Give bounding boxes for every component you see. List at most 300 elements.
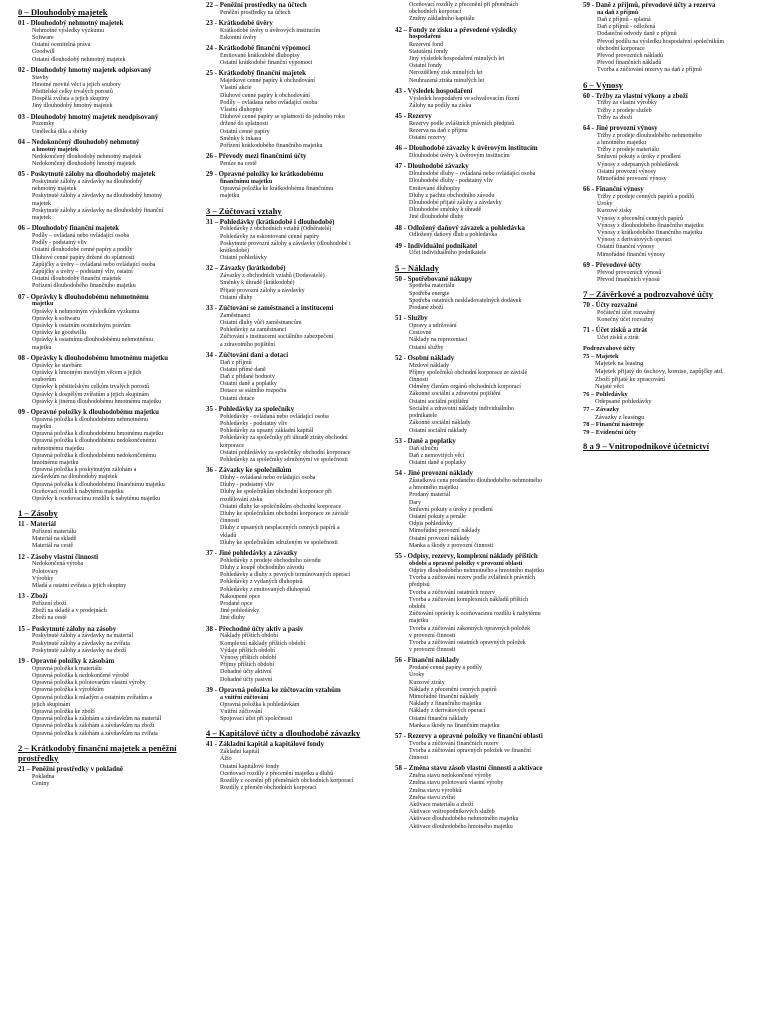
account-group-heading: 70 - Účty rozvažné: [583, 302, 638, 310]
account-item: Materiál na skladě: [32, 536, 77, 543]
account-item: Výnosy příštích období: [220, 654, 277, 661]
account-item: Oceňovací rozdíly z přecenění při přeměnách: [409, 2, 519, 8]
account-item: Dluhy ke společníkům obchodní korporace při: [220, 489, 332, 496]
account-item: Náklady na reprezentaci: [409, 337, 468, 344]
account-item: Ostatní ocenitelná práva: [32, 42, 91, 49]
account-item: Sociální a zdravotní náklady individuálního: [409, 405, 514, 412]
account-item: Pořízení dlouhodobého finančního majetku: [32, 283, 136, 290]
account-group: [18, 409, 194, 503]
account-item: Poskytnuté zálohy a závdavky na dlouhodobý finanční: [32, 207, 164, 214]
account-group: [206, 741, 386, 792]
account-item: Goodwill: [32, 49, 55, 56]
account-group: [18, 766, 194, 788]
account-item: Opravná položka k dlouhodobému nedokončenému: [32, 438, 156, 445]
account-item: Pohledávky z emitovaných dluhopisů: [220, 586, 311, 593]
account-item: Zaměstnanci: [220, 312, 251, 319]
account-item: Změna stavu zvířat: [409, 794, 455, 801]
account-item: Eskontní úvěry: [220, 35, 257, 41]
account-group: [206, 305, 386, 349]
account-item: Daň silniční: [409, 445, 439, 452]
account-group-heading-continued: na daň z příjmů: [597, 9, 639, 16]
account-item: Účet individuálního podnikatele: [409, 250, 487, 257]
account-group: [206, 20, 386, 42]
account-group-heading: 53 - Daně a poplatky: [395, 437, 456, 445]
account-item: Prodané cenné papíry a podíly: [409, 665, 482, 672]
account-group-heading: 35 - Pohledávky za společníky: [206, 405, 295, 413]
account-item: Výnosy z dlouhodobého finančního majetku: [597, 222, 704, 229]
account-item: Ostatní sociální pojištění: [409, 398, 469, 405]
account-group: [18, 554, 194, 591]
account-item: Základní kapitál: [220, 749, 260, 756]
column-3: [395, 2, 575, 834]
account-item: Tvorba a zúčtování zákonných opravných položek: [409, 625, 531, 632]
account-group: [395, 225, 575, 240]
account-group-heading: 52 - Osobní náklady: [395, 354, 455, 362]
account-item: Tvorba a zúčtování ostatních rezerv: [409, 589, 495, 596]
account-item: majetek: [32, 215, 51, 222]
account-item: Výrobky: [32, 575, 54, 582]
account-item: Ostatní služby: [409, 344, 444, 351]
account-item: Poskytnuté zálohy a závdavky na dlouhodobý: [32, 179, 143, 186]
account-item: Neuhrazená ztráta minulých let: [409, 77, 485, 84]
account-group: [206, 219, 386, 263]
account-group-heading: 47 - Dlouhodobé závazky: [395, 163, 469, 171]
account-group-heading: 36 - Závazky ke společníkům: [206, 467, 292, 475]
account-group: [395, 243, 575, 258]
account-item: Kurzové zisky: [597, 208, 632, 215]
account-item: Ostatní krátkodobé finanční výpomoci: [220, 60, 313, 67]
off-balance-heading: 79 – Evidenční účty: [583, 428, 637, 436]
account-item: Opravná položka k pohledávkám: [220, 701, 300, 708]
account-item: Ostatní dluhy: [220, 294, 253, 301]
account-item: Vlastní dluhopisy: [220, 107, 263, 114]
account-item: Opravy a udržování: [409, 323, 457, 330]
off-balance-heading: Podrozvahové účty: [583, 345, 635, 353]
account-group: [206, 352, 386, 403]
off-balance-heading: 78 – Finanční nástroje: [583, 421, 644, 429]
account-group-heading-continued: období a opravné položky v provozní oblasti: [409, 560, 523, 567]
account-item: Rozdíly z přeměn obchodních korporací: [220, 785, 317, 792]
account-item: Dlouhodobé dluhy - podstatný vliv: [409, 178, 493, 185]
account-item: Nehmotné výsledky výzkumu: [32, 27, 104, 34]
account-item: Prodaný materiál: [409, 492, 451, 499]
account-class-heading: 4 – Kapitálové účty a dlouhodobé závazky: [206, 728, 361, 739]
account-item: Software: [32, 35, 54, 41]
account-item: Nerozdělený zisk minulých let: [409, 70, 483, 77]
account-item: Opravná položka k zálohám a závdavkům na zvířata: [32, 730, 158, 737]
account-group: [206, 687, 386, 724]
account-item: Pohledávky za společníky sdruženými ve společnosti: [220, 456, 348, 463]
account-item: Dlouhodobé úvěry k úvěrovým institucím: [409, 153, 510, 160]
account-item: Oprávky ke goodwillu: [32, 330, 86, 337]
account-group-heading: 01 - Dlouhodobý nehmotný majetek: [18, 20, 124, 27]
account-item: Zúčtování oprávky k oceňovacímu rozdílu k nabytému: [409, 611, 541, 618]
account-item: Zúčtování s institucemi sociálního zabezpečení: [220, 334, 334, 341]
account-item: Pořízení zboží: [32, 600, 67, 607]
account-item: Převod provozních výnosů: [597, 269, 662, 276]
account-item: Příjmy příštích období: [220, 662, 274, 669]
account-item: a hmotného majetku: [597, 140, 646, 147]
account-group: [583, 125, 761, 183]
account-item: Jiný výsledek hospodaření minulých let: [409, 56, 505, 63]
account-item: Výnosy z odepsaných pohledávek: [597, 161, 679, 168]
account-group: [18, 171, 194, 222]
account-item: Mimořádné provozní výnosy: [597, 176, 667, 183]
account-item: Pořízení materiálu: [32, 528, 77, 535]
account-item: vkladů: [220, 532, 237, 539]
account-item: a zdravotního pojištění: [220, 341, 275, 348]
account-item: Polotovary: [32, 568, 59, 575]
account-item: Majetkové cenné papíry k obchodování: [220, 78, 315, 85]
account-item: Spotřeba materiálu: [409, 283, 455, 290]
account-group-heading: 56 - Finanční náklady: [395, 657, 460, 665]
account-group-heading: 08 - Oprávky k dlouhodobému hmotnému majetku: [18, 354, 169, 362]
account-item: Tržby za vlastní výrobky: [597, 100, 657, 107]
account-item: Opravná položka k materiálu: [32, 665, 102, 672]
account-item: Opravná položka k nedokončené výrobě: [32, 672, 129, 679]
account-item: Nedokončená výroba: [32, 561, 84, 568]
account-group: [395, 88, 575, 110]
account-item: krátkodobé): [220, 248, 249, 255]
account-item: souborům: [32, 377, 56, 384]
account-item: držené do splatnosti: [220, 121, 268, 128]
account-item: majetku: [32, 344, 52, 351]
account-item: Aktivace vnitropodnikových služeb: [409, 809, 495, 816]
account-item: Oprávky k dospělým zvířatům a jejich skupinám: [32, 391, 149, 398]
account-item: Ážio: [220, 756, 232, 763]
account-group: [395, 438, 575, 467]
account-item: Směnky k inkasu: [220, 135, 262, 142]
account-item: Rezervní fond: [409, 41, 444, 48]
account-item: Tvorba a zúčtování finančních rezerv: [409, 740, 499, 747]
account-item: Převod finančních výnosů: [597, 276, 660, 283]
account-item: Zboží na skladě a v prodejnách: [32, 608, 107, 615]
account-item: Ostatní provozní výnosy: [597, 168, 656, 175]
account-item: Opravná položka k dlouhodobému finančnímu majetku: [32, 481, 165, 488]
account-item: Pohledávky z vydaných dluhopisů: [220, 579, 303, 586]
account-item: nehmotnému majetku: [32, 445, 85, 452]
account-item: nehmotný majetek: [32, 186, 77, 193]
account-group-heading: 09 - Opravné položky k dlouhodobému majetku: [18, 408, 159, 416]
account-group-heading: 24 - Krátkodobé finanční výpomoci: [206, 45, 311, 53]
account-item: Dluhy - ovládaná nebo ovládající osoba: [220, 474, 316, 481]
account-item: Podíly – ovládaná nebo ovládající osoba: [32, 233, 130, 240]
account-item: Ostatní dlouhodobý nehmotný majetek: [32, 56, 126, 63]
account-item: Opravná položka k polotovarům vlastní výroby: [32, 680, 146, 687]
account-item: Přijaté provozní zálohy a závdavky: [220, 287, 305, 294]
account-item: Tvorba a zúčtování ostatních opravných položek: [409, 639, 526, 646]
account-item: Stavby: [32, 74, 49, 81]
account-group-heading: 06 – Dlouhodobý finanční majetek: [18, 225, 120, 233]
account-item: Tržby z prodeje materiálu: [597, 147, 659, 154]
account-group-heading: 43 - Výsledek hospodaření: [395, 87, 473, 95]
account-group-heading: 23 - Krátkodobé úvěry: [206, 20, 273, 27]
account-class-heading: 8 a 9 – Vnitropodnikové účetnictví: [583, 441, 709, 452]
account-item: Ostatní dluhy ke společníkům obchodní korporace: [220, 503, 342, 510]
account-group-heading: 71 - Účet zisků a ztrát: [583, 327, 648, 335]
account-item: Aktivace dlouhodobého hmotného majetku: [409, 823, 513, 830]
account-item: Dluhy z pachtu obchodního závodu: [409, 192, 495, 199]
account-item: Tvorba a zúčtování opravných položek ve finanční: [409, 748, 531, 754]
off-balance-heading: 77 – Závazky: [583, 406, 620, 414]
account-group-heading: 51 - Služby: [395, 315, 428, 323]
account-item: Dary: [409, 499, 421, 506]
account-item: Náklady z derivátových operací: [409, 708, 486, 715]
account-item: Manka a škody na finančním majetku: [409, 722, 500, 729]
account-class-heading: 5 – Náklady: [395, 262, 439, 273]
account-item: Závazky z obchodních vztahů (Dodavatelé): [220, 273, 325, 280]
account-item: hmotnému majetku: [32, 459, 79, 466]
account-item: Výnosy z přecenění cenných papírů: [597, 215, 683, 222]
account-group-heading: 69 - Převodové účty: [583, 261, 641, 269]
account-group: [206, 406, 386, 464]
account-group-heading: 48 - Odložený daňový závazek a pohledávka: [395, 224, 525, 232]
account-item: Pohledávky za zaměstnanci: [220, 327, 287, 334]
account-item: Aktivace dlouhodobého nehmotného majetku: [409, 816, 519, 823]
account-item: Náklady z přecenění cenných papírů: [409, 686, 497, 693]
account-group: [18, 294, 194, 352]
account-group-heading: 41 - Základní kapitál a kapitálové fondy: [206, 741, 324, 749]
account-item: Poskytnuté zálohy a závdavky na zboží: [32, 647, 127, 654]
account-group: [206, 2, 386, 17]
account-item: Tvorba a zúčtování rezervy na daň z příjmů: [597, 67, 702, 74]
account-item: Opravná položka k dlouhodobému nehmotnému: [32, 416, 148, 423]
account-group-heading-continued: majetku: [32, 301, 54, 308]
account-item: Zápůjčky a úvěry – ovládaná nebo ovládající osoba: [32, 261, 156, 268]
account-item: Poskytnuté zálohy a závdavky na zvířata: [32, 640, 130, 647]
account-item: Oprávky k nehmotným výsledkům výzkumu: [32, 308, 140, 315]
account-item: Manka a škody z provozní činnosti: [409, 542, 494, 549]
account-item: Dlouhodobé směnky k úhradě: [409, 207, 482, 214]
account-group-heading: 46 – Dlouhodobé závazky k úvěrovým institucím: [395, 145, 538, 153]
account-group: [206, 626, 386, 684]
account-item: Podíly - podstatný vliv: [32, 240, 87, 247]
account-item: Dospělá zvířata a jejich skupiny: [32, 96, 109, 103]
account-group-heading: 54 - Jiné provozní náklady: [395, 470, 473, 478]
column-1: [18, 2, 194, 791]
account-item: Hmotné movité věci a jejich soubory: [32, 81, 121, 88]
account-item: Odpis pohledávky: [409, 521, 453, 528]
account-item: Oprávky ke stavbám: [32, 362, 82, 369]
account-class-heading: 0 – Dlouhodobý majetek: [18, 7, 108, 17]
account-item: Pozemky: [32, 121, 55, 128]
account-item: Opravná položka k dlouhodobému hmotnému majetku: [32, 431, 164, 438]
account-item: Poskytnuté zálohy a závdavky na dlouhodobý hmotný: [32, 193, 162, 200]
account-item: Dluhy z koupě obchodního závodu: [220, 564, 304, 571]
account-item: Převod finančních nákladů: [597, 60, 662, 67]
account-item: Mimořádné finanční výnosy: [597, 251, 665, 258]
account-item: Daň z příjmů - odložená: [597, 24, 656, 31]
account-group: [395, 315, 575, 352]
account-group: [395, 657, 575, 730]
account-class-heading: 3 – Zúčtovací vztahy: [206, 205, 282, 216]
account-item: Spotřeba ostatních neskladovatelných dodávek: [409, 297, 522, 304]
account-item: Oprávky k ostatnímu dlouhodobému nehmotnému: [32, 337, 153, 344]
account-item: Pohledávky z prodeje obchodního závodu: [220, 557, 321, 564]
account-item: majetku: [409, 618, 429, 625]
account-group: [18, 658, 194, 738]
account-class-heading: 7 – Závěrkové a podrozvahové účty: [583, 289, 713, 300]
account-item: Počáteční účet rozvažný: [597, 309, 656, 316]
account-group: [395, 470, 575, 550]
account-item: Odměny členům orgánů obchodních korporací: [409, 384, 521, 391]
account-item: Pohledávky za společníky při úhradě ztráty obchodní: [220, 435, 348, 442]
account-group: [395, 765, 575, 830]
account-item: Pohledávky - podstatný vliv: [220, 420, 288, 427]
account-item: Ostatní finanční náklady: [409, 715, 468, 722]
account-item: Ostatní fondy: [409, 63, 442, 70]
account-item: Pohledávky a dluhy z pevných termínovaných operací: [220, 572, 351, 579]
account-item: Tržby z prodeje dlouhodobého nehmotného: [597, 132, 702, 139]
account-item: Tvorba a zúčtování komplexních nákladů příštích: [409, 596, 529, 603]
account-group-heading-continued: hospodaření: [409, 34, 441, 41]
account-item: Rezervy podle zvláštních právních předpisů: [409, 120, 515, 127]
account-item: Oceňovací rozdíly z přecenění majetku a dluhů: [220, 770, 334, 777]
account-item: Ostatní cenné papíry: [220, 128, 270, 135]
account-item: Opravná položka k poskytnutým zálohám a: [32, 467, 137, 474]
account-group-heading: 25 - Krátkodobý finanční majetek: [206, 70, 306, 78]
account-item: Zálohy na podíly na zisku: [409, 102, 472, 109]
account-item: Spotřeba energie: [409, 290, 450, 297]
account-group: [206, 467, 386, 547]
account-group-heading: 49 - Individuální podnikatel: [395, 242, 478, 250]
account-group: [395, 553, 575, 654]
account-group-heading-continued: a vnitřní zúčtování: [220, 694, 269, 701]
account-item: předpisů: [409, 582, 430, 589]
account-item: Nedokončený dlouhodobý hmotný majetek: [32, 161, 136, 168]
account-item: rozdělování zisku: [220, 496, 263, 503]
account-item: Ostatní rezervy: [409, 135, 446, 142]
account-group: [395, 163, 575, 221]
account-item: Dotace se státního rozpočtu: [220, 388, 287, 395]
account-item: Zůstatková cena prodaného dlouhodobého nehmotného: [409, 477, 542, 484]
account-item: Dluhy ke společníkům obchodní korporace ze závislé: [220, 510, 349, 517]
account-group-heading: 50 - Spotřebované nákupy: [395, 275, 473, 283]
account-item: Ostatní pohledávky: [220, 255, 267, 262]
account-item: Ostatní kapitálové fondy: [220, 763, 280, 770]
account-group-heading: 15 – Poskytnuté zálohy na zásoby: [18, 625, 117, 633]
account-item: Dodatečné odvody daně z příjmů: [597, 31, 677, 38]
account-item: Dlouhodobé dluhy – ovládaná nebo ovládající osoba: [409, 171, 536, 178]
off-balance-item: Odepsané pohledávky: [595, 398, 652, 406]
account-item: majetku: [32, 423, 52, 430]
account-item: Dohadné účty pasivní: [220, 676, 273, 683]
account-group: [583, 186, 761, 259]
account-item: Dluhové cenné papíry držené do splatnosti: [32, 254, 135, 261]
account-group-heading: 22 – Peněžní prostředky na účtech: [206, 2, 307, 9]
account-group: [206, 70, 386, 150]
account-group: [18, 67, 194, 111]
account-item: Peníze na cestě: [220, 161, 257, 168]
account-item: Ostatní daně a poplatky: [220, 381, 277, 388]
account-group: [583, 93, 761, 122]
account-item: Tvorba a zúčtování rezerv podle zvláštních právních: [409, 575, 535, 582]
account-item: Mzdové náklady: [409, 362, 450, 369]
account-item: Vlastní akcie: [220, 85, 252, 92]
account-group-heading-continued: finančnímu majetku: [220, 179, 273, 186]
account-item: Ostatní sociální náklady: [409, 427, 467, 434]
account-group-heading: 57 - Rezervy a opravné položky ve finanční oblasti: [395, 733, 543, 740]
account-item: Ostatní daně a poplatky: [409, 459, 466, 466]
account-item: činnosti: [220, 518, 239, 525]
account-item: Umělecká díla a sbírky: [32, 128, 88, 135]
account-group-heading: 64 - Jiné provozní výnosy: [583, 125, 658, 133]
account-item: Jiné pohledávky: [220, 608, 260, 615]
account-group: [583, 2, 761, 75]
account-item: Zápůjčky a úvěry – podstatný vliv, ostatní: [32, 269, 133, 276]
account-group-heading: 26 - Převody mezi finančními účty: [206, 153, 307, 161]
account-group-heading: 04 – Nedokončený dlouhodobý nehmotný: [18, 138, 140, 146]
account-group-heading: 55 - Odpisy, rezervy, komplexní náklady příštích: [395, 552, 538, 560]
account-item: Komplexní náklady příštích období: [220, 640, 306, 647]
account-group-heading: 66 - Finanční výnosy: [583, 186, 644, 194]
account-group-heading: 13 - Zboží: [18, 593, 48, 601]
account-group-heading: 39 - Opravná položka ke zúčtovacím vztahům: [206, 686, 341, 694]
account-group: [395, 276, 575, 313]
account-group-heading: 11 - Materiál: [18, 521, 56, 529]
account-group-heading: 59 - Daně z příjmů, převodové účty a rezerva: [583, 2, 716, 9]
account-group-heading: 31 – Pohledávky (krátkodobé i dlouhodobé): [206, 218, 335, 226]
account-item: Dlouhodobé přijaté zálohy a závdavky: [409, 200, 502, 207]
account-item: Tržby z prodeje služeb: [597, 107, 652, 114]
account-group: [206, 45, 386, 67]
account-item: Příjmy společníků obchodní korporace ze závislé: [409, 369, 528, 376]
account-item: Oprávky k softwaru: [32, 315, 80, 322]
account-group-heading: 42 – Fondy ze zisku a převedené výsledky: [395, 26, 517, 34]
account-group: [18, 20, 194, 64]
account-item: závdavkům na dlouhodobý majetek: [32, 474, 118, 481]
account-item: Materiál na cestě: [32, 543, 73, 550]
account-item: podnikatele: [409, 413, 437, 420]
account-item: Výdaje příštích období: [220, 647, 275, 654]
account-item: Mimořádné finanční náklady: [409, 693, 479, 700]
account-item: Převod provozních nákladů: [597, 53, 663, 60]
account-item: Opravná položka k zálohám a závdavkům na materiál: [32, 716, 162, 723]
account-item: Úroky: [597, 201, 613, 208]
account-item: Pohledávky z obchodních vztahů (Odběratelé): [220, 226, 332, 233]
account-item: Oprávky k pěstitelským celkům trvalých porostů: [32, 384, 150, 391]
account-item: Oprávky k jinému dlouhodobému hmotnému majetku: [32, 398, 162, 405]
account-item: korporace: [220, 442, 244, 449]
account-item: Náklady z finančního majetku: [409, 701, 482, 708]
account-group-heading: 02 - Dlouhodobý hmotný majetek odpisovaný: [18, 66, 152, 74]
account-item: Ostatní přímé daně: [220, 366, 266, 373]
account-item: v provozní činnosti: [409, 647, 456, 654]
account-item: činnosti: [409, 377, 428, 384]
account-item: obchodní korporace: [597, 45, 645, 52]
account-item: majetku: [220, 193, 240, 200]
account-group: [583, 262, 761, 284]
account-class-heading: 1 – Zásoby: [18, 508, 58, 519]
account-item: Prodané opce: [220, 600, 253, 607]
account-class-heading: 2 – Krátkodobý finanční majetek a peněžní prostředky: [18, 742, 177, 763]
account-item: Zákonné sociální náklady: [409, 420, 471, 427]
account-item: Ostatní provozní náklady: [409, 535, 470, 542]
account-group: [206, 265, 386, 302]
account-item: Dohadné účty aktivní: [220, 669, 272, 676]
account-item: Prodané zboží: [409, 305, 444, 312]
account-item: Pěstitelské celky trvalých porostů: [32, 89, 113, 96]
account-item: Ostatní dotace: [220, 395, 255, 402]
account-item: jejich skupinám: [32, 701, 71, 708]
account-item: Jiné dluhy: [220, 615, 245, 622]
account-item: Daň z nemovitých věcí: [409, 452, 465, 459]
account-item: Úroky: [409, 672, 425, 679]
account-group: [18, 139, 194, 168]
account-item: Ostatní pohledávky za společníky obchodní korporace: [220, 449, 351, 456]
account-group-heading: 19 - Opravné položky k zásobám: [18, 657, 115, 665]
off-balance-heading: 75 – Majetek: [583, 352, 619, 360]
